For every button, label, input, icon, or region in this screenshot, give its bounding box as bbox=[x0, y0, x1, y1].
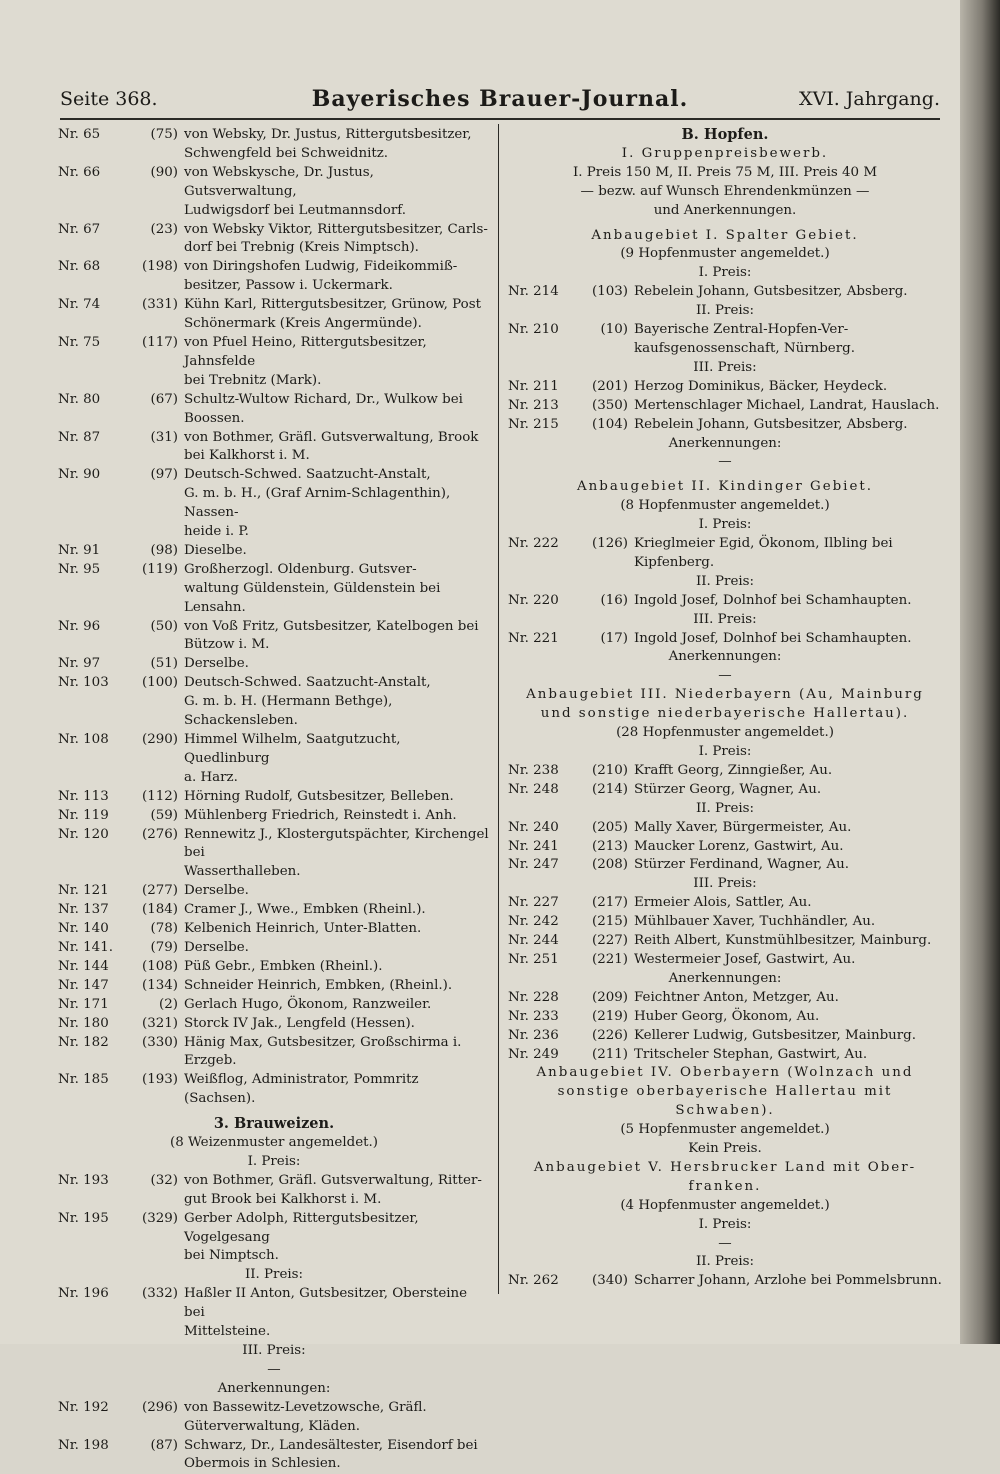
entry-text: Derselbe. bbox=[184, 883, 249, 899]
list-item bbox=[58, 882, 490, 901]
region-heading: Anbaugebiet V. Hersbrucker Land mit Ober- franken. bbox=[533, 1159, 917, 1194]
entry-text: Großherzogl. Oldenburg. Gutsver- waltung Güldenstein, Güldenstein bei Lensahn. bbox=[184, 561, 441, 615]
entry-number: Nr. 233 bbox=[508, 1008, 559, 1024]
list-item bbox=[58, 1172, 490, 1210]
list-item bbox=[508, 932, 942, 951]
list-item bbox=[508, 838, 942, 857]
list-item bbox=[508, 989, 942, 1008]
prize-heading: I. Preis: bbox=[698, 517, 752, 533]
prize-heading: I. Preis: bbox=[698, 1216, 752, 1232]
entry-list bbox=[508, 535, 942, 573]
entry-number: Nr. 249 bbox=[508, 1046, 559, 1062]
entry-ref: (350) bbox=[591, 397, 628, 413]
entry-ref: (2) bbox=[159, 996, 178, 1012]
entry-text: Derselbe. bbox=[184, 656, 249, 672]
entry-text: Schwarz, Dr., Landesältester, Eisendorf bei Obermois in Schlesien. bbox=[184, 1437, 478, 1472]
entry-text: Dieselbe. bbox=[184, 542, 247, 558]
entry-text: von Diringshofen Ludwig, Fideikommiß- besitzer, Passow i. Uckermark. bbox=[184, 259, 458, 294]
entry-text: Mertenschlager Michael, Landrat, Hauslach. bbox=[634, 397, 940, 413]
prize-heading: III. Preis: bbox=[693, 611, 757, 627]
list-item bbox=[58, 429, 490, 467]
entry-ref: (227) bbox=[591, 933, 628, 949]
entry-number: Nr. 238 bbox=[508, 762, 559, 778]
entry-text: Hänig Max, Gutsbesitzer, Großschirma i. Erzgeb. bbox=[184, 1034, 462, 1069]
entry-number: Nr. 119 bbox=[58, 807, 109, 823]
entry-text: Schultz-Wultow Richard, Dr., Wulkow bei Boossen. bbox=[184, 391, 463, 426]
list-item bbox=[508, 781, 942, 800]
entry-number: Nr. 108 bbox=[58, 732, 109, 747]
entry-ref: (75) bbox=[150, 127, 178, 142]
entry-text: Gerber Adolph, Rittergutsbesitzer, Vogelgesang bei Nimptsch. bbox=[184, 1210, 419, 1264]
list-item bbox=[58, 674, 490, 731]
entry-number: Nr. 242 bbox=[508, 914, 559, 930]
list-item bbox=[58, 391, 490, 429]
entry-number: Nr. 195 bbox=[58, 1210, 109, 1226]
entry-number: Nr. 91 bbox=[58, 542, 101, 558]
entry-number: Nr. 80 bbox=[58, 391, 101, 407]
entry-text: von Pfuel Heino, Rittergutsbesitzer, Jahnsfelde bei Trebnitz (Mark). bbox=[184, 334, 427, 388]
entry-text: Kellerer Ludwig, Gutsbesitzer, Mainburg. bbox=[634, 1027, 917, 1043]
list-item bbox=[508, 321, 942, 359]
entry-number: Nr. 96 bbox=[58, 618, 101, 634]
entry-text: Ingold Josef, Dolnhof bei Schamhaupten. bbox=[634, 630, 912, 646]
column-divider bbox=[498, 124, 499, 1294]
prize-heading: I. Preis: bbox=[698, 265, 752, 281]
region-heading: Anbaugebiet III. Niederbayern (Au, Mainburg und sonstige niederbayerische Hallertau). bbox=[526, 687, 924, 722]
entry-number: Nr. 65 bbox=[58, 127, 101, 142]
entry-ref: (97) bbox=[150, 467, 178, 483]
entry-number: Nr. 193 bbox=[58, 1172, 109, 1188]
entry-text: von Websky, Dr. Justus, Rittergutsbesitzer, Schwengfeld bei Schweidnitz. bbox=[184, 127, 472, 161]
entry-number: Nr. 198 bbox=[58, 1437, 109, 1453]
region-subheading: (4 Hopfenmuster angemeldet.) bbox=[620, 1197, 830, 1213]
right-column bbox=[508, 126, 942, 1291]
entry-list bbox=[508, 283, 942, 302]
entry-list bbox=[508, 630, 942, 649]
entry-text: Püß Gebr., Embken (Rheinl.). bbox=[184, 958, 383, 974]
entry-ref: (276) bbox=[141, 826, 178, 842]
list-item bbox=[58, 807, 490, 826]
list-item bbox=[508, 416, 942, 435]
entry-text: von Webskysche, Dr. Justus, Gutsverwaltung, Ludwigsdorf bei Leutmannsdorf. bbox=[184, 164, 406, 218]
entry-text: Haßler II Anton, Gutsbesitzer, Obersteine bei Mittelsteine. bbox=[184, 1286, 468, 1340]
list-item bbox=[508, 1027, 942, 1046]
volume-year: XVI. Jahrgang. bbox=[798, 88, 940, 110]
entry-number: Nr. 214 bbox=[508, 284, 559, 300]
entry-number: Nr. 103 bbox=[58, 675, 109, 691]
entry-text: Scharrer Johann, Arzlohe bei Pommelsbrunn. bbox=[634, 1273, 942, 1289]
entry-list bbox=[508, 321, 942, 359]
entry-list bbox=[508, 989, 942, 1065]
entry-ref: (215) bbox=[591, 914, 628, 930]
list-item bbox=[58, 996, 490, 1015]
entry-text: von Voß Fritz, Gutsbesitzer, Katelbogen bei Bützow i. M. bbox=[184, 618, 479, 653]
entry-ref: (67) bbox=[150, 391, 178, 407]
list-item bbox=[58, 1399, 490, 1437]
prize-heading: II. Preis: bbox=[695, 573, 755, 589]
recognition-heading: Anerkennungen: bbox=[668, 435, 782, 451]
entry-ref: (340) bbox=[591, 1273, 628, 1289]
entry-text: Krafft Georg, Zinngießer, Au. bbox=[634, 762, 833, 778]
entry-ref: (10) bbox=[600, 322, 628, 338]
entry-ref: (205) bbox=[591, 819, 628, 835]
list-item bbox=[58, 561, 490, 618]
entry-text: Bayerische Zentral-Hopfen-Ver- kaufsgenossenschaft, Nürnberg. bbox=[634, 322, 855, 356]
entry-ref: (214) bbox=[591, 781, 628, 797]
entry-ref: (51) bbox=[150, 656, 178, 672]
entry-text: Mühlbauer Xaver, Tuchhändler, Au. bbox=[634, 914, 876, 930]
region-heading: Anbaugebiet I. Spalter Gebiet. bbox=[591, 227, 859, 243]
prize-heading: I. Preis: bbox=[247, 1153, 301, 1169]
entry-ref: (50) bbox=[150, 618, 178, 634]
entry-list bbox=[58, 1172, 490, 1267]
entry-number: Nr. 247 bbox=[508, 857, 559, 873]
list-item bbox=[58, 920, 490, 939]
entry-number: Nr. 251 bbox=[508, 951, 559, 967]
page-number: Seite 368. bbox=[60, 88, 158, 110]
entry-number: Nr. 221 bbox=[508, 630, 559, 646]
list-item bbox=[508, 819, 942, 838]
entry-number: Nr. 147 bbox=[58, 977, 109, 993]
list-item bbox=[58, 542, 490, 561]
entry-ref: (198) bbox=[141, 259, 178, 275]
entry-ref: (78) bbox=[150, 921, 178, 937]
list-item bbox=[508, 378, 942, 397]
list-item bbox=[508, 1046, 942, 1065]
list-item bbox=[58, 1210, 490, 1267]
entry-text: Kelbenich Heinrich, Unter-Blatten. bbox=[184, 921, 422, 937]
section-heading: 3. Brauweizen. bbox=[213, 1115, 335, 1133]
entry-number: Nr. 196 bbox=[58, 1286, 109, 1302]
list-item bbox=[508, 762, 942, 781]
entry-ref: (221) bbox=[591, 951, 628, 967]
entry-number: Nr. 210 bbox=[508, 322, 559, 338]
list-item bbox=[58, 901, 490, 920]
header-rule bbox=[60, 118, 940, 120]
entry-number: Nr. 95 bbox=[58, 561, 101, 577]
dash: — bbox=[267, 1361, 281, 1377]
entry-ref: (296) bbox=[141, 1399, 178, 1415]
recognition-heading: Anerkennungen: bbox=[217, 1380, 331, 1396]
entry-number: Nr. 120 bbox=[58, 826, 109, 842]
entry-text: Kühn Karl, Rittergutsbesitzer, Grünow, Post Schönermark (Kreis Angermünde). bbox=[184, 297, 481, 332]
entry-number: Nr. 180 bbox=[58, 1015, 109, 1031]
list-item bbox=[58, 1285, 490, 1342]
entry-ref: (16) bbox=[600, 592, 628, 608]
entry-number: Nr. 74 bbox=[58, 297, 101, 313]
recognition-heading: Anerkennungen: bbox=[668, 649, 782, 665]
list-item bbox=[58, 466, 490, 542]
entry-text: Weißflog, Administrator, Pommritz (Sachsen). bbox=[184, 1072, 419, 1107]
entry-ref: (213) bbox=[591, 838, 628, 854]
entry-ref: (193) bbox=[141, 1072, 178, 1088]
entry-text: Storck IV Jak., Lengfeld (Hessen). bbox=[184, 1015, 415, 1031]
entry-ref: (329) bbox=[141, 1210, 178, 1226]
dash: — bbox=[718, 454, 732, 470]
dash: — bbox=[718, 1235, 732, 1251]
entry-ref: (201) bbox=[591, 378, 628, 394]
list-item bbox=[508, 283, 942, 302]
list-item bbox=[58, 1071, 490, 1109]
entry-list bbox=[508, 592, 942, 611]
entry-ref: (103) bbox=[591, 284, 628, 300]
entry-ref: (209) bbox=[591, 989, 628, 1005]
entry-number: Nr. 144 bbox=[58, 958, 109, 974]
entry-ref: (211) bbox=[591, 1046, 628, 1062]
no-prize-note: Kein Preis. bbox=[688, 1141, 762, 1157]
region-subheading: (9 Hopfenmuster angemeldet.) bbox=[620, 246, 830, 262]
list-item bbox=[508, 913, 942, 932]
entry-text: Ermeier Alois, Sattler, Au. bbox=[634, 895, 812, 911]
prize-amounts: I. Preis 150 M, II. Preis 75 M, III. Preis 40 M — bezw. auf Wunsch Ehrendenkmünzen — und Anerkennungen. bbox=[572, 164, 878, 218]
entry-text: Maucker Lorenz, Gastwirt, Au. bbox=[634, 838, 844, 854]
entry-ref: (134) bbox=[141, 977, 178, 993]
entry-number: Nr. 192 bbox=[58, 1399, 109, 1415]
entry-number: Nr. 248 bbox=[508, 781, 559, 797]
entry-number: Nr. 87 bbox=[58, 429, 101, 445]
entry-ref: (321) bbox=[141, 1015, 178, 1031]
left-column bbox=[58, 126, 490, 1474]
entry-ref: (32) bbox=[150, 1172, 178, 1188]
entry-ref: (184) bbox=[141, 902, 178, 918]
entry-number: Nr. 75 bbox=[58, 334, 101, 350]
list-item bbox=[58, 618, 490, 656]
entry-text: von Bassewitz-Levetzowsche, Gräfl. Güterverwaltung, Kläden. bbox=[184, 1399, 427, 1434]
entry-ref: (117) bbox=[141, 334, 178, 350]
entry-number: Nr. 171 bbox=[58, 996, 109, 1012]
entry-list bbox=[58, 1285, 490, 1342]
entry-text: Herzog Dominikus, Bäcker, Heydeck. bbox=[634, 378, 888, 394]
entry-number: Nr. 137 bbox=[58, 902, 109, 918]
entry-number: Nr. 228 bbox=[508, 989, 559, 1005]
list-item bbox=[508, 894, 942, 913]
entry-number: Nr. 182 bbox=[58, 1034, 109, 1050]
entry-number: Nr. 222 bbox=[508, 536, 559, 552]
entry-ref: (112) bbox=[141, 788, 178, 804]
entry-ref: (277) bbox=[141, 883, 178, 899]
entry-ref: (331) bbox=[141, 297, 178, 313]
entry-ref: (100) bbox=[141, 675, 178, 691]
entry-text: Huber Georg, Ökonom, Au. bbox=[634, 1008, 820, 1024]
region-heading: Anbaugebiet II. Kindinger Gebiet. bbox=[576, 479, 874, 495]
list-item bbox=[508, 951, 942, 970]
group-heading: I. Gruppenpreisbewerb. bbox=[621, 145, 829, 161]
entry-text: Himmel Wilhelm, Saatgutzucht, Quedlinburg a. Harz. bbox=[184, 732, 401, 785]
prize-heading: II. Preis: bbox=[244, 1267, 304, 1283]
dash: — bbox=[718, 668, 732, 684]
binding-edge bbox=[960, 0, 1000, 1344]
list-item bbox=[58, 221, 490, 259]
entry-text: Westermeier Josef, Gastwirt, Au. bbox=[634, 951, 856, 967]
entry-number: Nr. 67 bbox=[58, 221, 101, 237]
entry-number: Nr. 113 bbox=[58, 788, 109, 804]
entry-text: von Bothmer, Gräfl. Gutsverwaltung, Brook bei Kalkhorst i. M. bbox=[184, 429, 479, 464]
entry-ref: (79) bbox=[150, 939, 178, 955]
entry-number: Nr. 262 bbox=[508, 1273, 559, 1289]
entry-number: Nr. 66 bbox=[58, 164, 101, 180]
recognition-heading: Anerkennungen: bbox=[668, 970, 782, 986]
entry-number: Nr. 121 bbox=[58, 883, 109, 899]
entry-text: von Websky Viktor, Rittergutsbesitzer, Carls- dorf bei Trebnig (Kreis Nimptsch). bbox=[184, 221, 488, 256]
entry-list bbox=[58, 126, 490, 1109]
entry-text: Krieglmeier Egid, Ökonom, Ilbling bei Kipfenberg. bbox=[634, 536, 893, 570]
entry-number: Nr. 220 bbox=[508, 592, 559, 608]
entry-ref: (23) bbox=[150, 221, 178, 237]
list-item bbox=[58, 334, 490, 391]
section-subheading: (8 Weizenmuster angemeldet.) bbox=[169, 1135, 378, 1151]
entry-text: Mally Xaver, Bürgermeister, Au. bbox=[634, 819, 852, 835]
entry-text: Reith Albert, Kunstmühlbesitzer, Mainburg. bbox=[634, 933, 932, 949]
entry-ref: (126) bbox=[591, 536, 628, 552]
entry-number: Nr. 215 bbox=[508, 416, 559, 432]
entry-text: Ingold Josef, Dolnhof bei Schamhaupten. bbox=[634, 592, 912, 608]
entry-text: von Bothmer, Gräfl. Gutsverwaltung, Ritter- gut Brook bei Kalkhorst i. M. bbox=[184, 1172, 482, 1207]
entry-number: Nr. 211 bbox=[508, 378, 559, 394]
region-subheading: (8 Hopfenmuster angemeldet.) bbox=[620, 498, 830, 514]
list-item bbox=[508, 856, 942, 875]
entry-number: Nr. 241 bbox=[508, 838, 559, 854]
prize-heading: II. Preis: bbox=[695, 800, 755, 816]
list-item bbox=[58, 977, 490, 996]
entry-list bbox=[508, 819, 942, 876]
entry-number: Nr. 68 bbox=[58, 259, 101, 275]
list-item bbox=[58, 655, 490, 674]
entry-number: Nr. 240 bbox=[508, 819, 559, 835]
list-item bbox=[58, 296, 490, 334]
list-item bbox=[58, 1034, 490, 1072]
list-item bbox=[58, 1437, 490, 1474]
entry-number: Nr. 90 bbox=[58, 467, 101, 483]
prize-heading: III. Preis: bbox=[693, 359, 757, 375]
list-item bbox=[508, 630, 942, 649]
entry-text: Stürzer Georg, Wagner, Au. bbox=[634, 781, 822, 797]
entry-text: Derselbe. bbox=[184, 939, 249, 955]
prize-heading: II. Preis: bbox=[695, 1254, 755, 1270]
entry-text: Gerlach Hugo, Ökonom, Ranzweiler. bbox=[184, 996, 432, 1012]
entry-list bbox=[508, 378, 942, 435]
entry-text: Rebelein Johann, Gutsbesitzer, Absberg. bbox=[634, 416, 908, 432]
entry-text: Tritscheler Stephan, Gastwirt, Au. bbox=[634, 1046, 868, 1062]
entry-list bbox=[508, 762, 942, 800]
list-item bbox=[58, 731, 490, 788]
entry-ref: (87) bbox=[150, 1437, 178, 1453]
list-item bbox=[508, 1272, 942, 1291]
entry-text: Stürzer Ferdinand, Wagner, Au. bbox=[634, 857, 849, 873]
entry-number: Nr. 185 bbox=[58, 1072, 109, 1088]
entry-ref: (208) bbox=[591, 857, 628, 873]
prize-heading: I. Preis: bbox=[698, 744, 752, 759]
list-item bbox=[508, 397, 942, 416]
entry-list bbox=[58, 1399, 490, 1474]
entry-ref: (98) bbox=[150, 542, 178, 558]
entry-number: Nr. 244 bbox=[508, 933, 559, 949]
list-item bbox=[58, 126, 490, 164]
list-item bbox=[58, 258, 490, 296]
entry-list bbox=[508, 894, 942, 970]
region-subheading: (28 Hopfenmuster angemeldet.) bbox=[616, 725, 834, 741]
entry-ref: (290) bbox=[141, 732, 178, 747]
entry-ref: (217) bbox=[591, 895, 628, 911]
list-item bbox=[58, 788, 490, 807]
entry-ref: (108) bbox=[141, 958, 178, 974]
entry-ref: (332) bbox=[141, 1286, 178, 1302]
list-item bbox=[508, 592, 942, 611]
prize-heading: III. Preis: bbox=[693, 876, 757, 892]
journal-title: Bayerisches Brauer-Journal. bbox=[311, 86, 689, 112]
entry-ref: (210) bbox=[591, 762, 628, 778]
region-subheading: (5 Hopfenmuster angemeldet.) bbox=[620, 1122, 830, 1138]
list-item bbox=[508, 535, 942, 573]
entry-text: Cramer J., Wwe., Embken (Rheinl.). bbox=[184, 902, 426, 918]
entry-ref: (17) bbox=[600, 630, 628, 646]
entry-number: Nr. 140 bbox=[58, 921, 109, 937]
list-item bbox=[58, 164, 490, 221]
prize-heading: III. Preis: bbox=[242, 1343, 306, 1358]
entry-text: Deutsch-Schwed. Saatzucht-Anstalt, G. m. b. H., (Graf Arnim-Schlagenthin), Nassen- heide i. P. bbox=[184, 467, 451, 540]
entry-text: Deutsch-Schwed. Saatzucht-Anstalt, G. m. b. H. (Hermann Bethge), Schackensleben. bbox=[184, 675, 431, 729]
entry-text: Mühlenberg Friedrich, Reinstedt i. Anh. bbox=[184, 807, 457, 823]
entry-text: Feichtner Anton, Metzger, Au. bbox=[634, 989, 839, 1005]
entry-ref: (119) bbox=[141, 561, 178, 577]
entry-text: Rebelein Johann, Gutsbesitzer, Absberg. bbox=[634, 284, 908, 300]
page-header bbox=[60, 86, 940, 116]
list-item bbox=[58, 826, 490, 883]
section-heading: B. Hopfen. bbox=[681, 126, 769, 143]
region-heading: Anbaugebiet IV. Oberbayern (Wolnzach und sonstige oberbayerische Hallertau mit Schwaben). bbox=[536, 1065, 914, 1119]
list-item bbox=[58, 939, 490, 958]
entry-number: Nr. 227 bbox=[508, 895, 559, 911]
entry-ref: (31) bbox=[150, 429, 178, 445]
entry-text: Hörning Rudolf, Gutsbesitzer, Belleben. bbox=[184, 788, 454, 804]
entry-text: Schneider Heinrich, Embken, (Rheinl.). bbox=[184, 977, 453, 993]
prize-heading: II. Preis: bbox=[695, 303, 755, 319]
entry-text: Rennewitz J., Klostergutspächter, Kirchengel bei Wasserthalleben. bbox=[184, 826, 489, 880]
entry-ref: (90) bbox=[150, 164, 178, 180]
entry-ref: (104) bbox=[591, 416, 628, 432]
entry-number: Nr. 213 bbox=[508, 397, 559, 413]
entry-ref: (226) bbox=[591, 1027, 628, 1043]
list-item bbox=[508, 1008, 942, 1027]
list-item bbox=[58, 1015, 490, 1034]
entry-ref: (59) bbox=[150, 807, 178, 823]
entry-number: Nr. 236 bbox=[508, 1027, 559, 1043]
entry-ref: (219) bbox=[591, 1008, 628, 1024]
entry-number: Nr. 97 bbox=[58, 656, 101, 672]
entry-list bbox=[508, 1272, 942, 1291]
entry-number: Nr. 141. bbox=[58, 939, 113, 955]
list-item bbox=[58, 958, 490, 977]
entry-ref: (330) bbox=[141, 1034, 178, 1050]
